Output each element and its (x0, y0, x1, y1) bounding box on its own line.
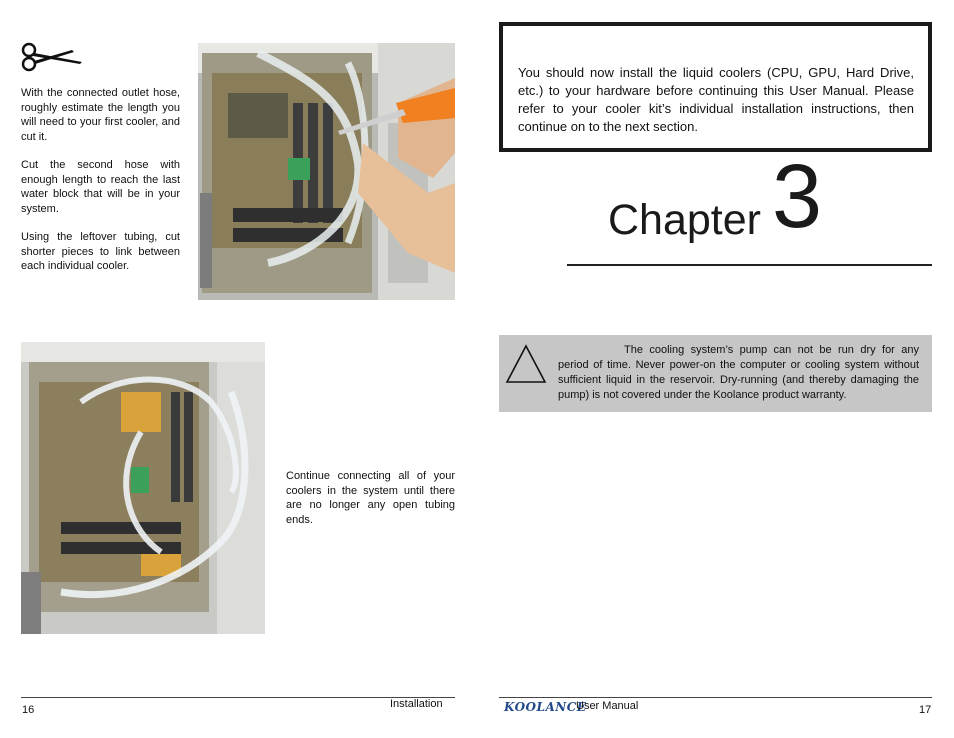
koolance-logo: KOOLANCE (504, 700, 587, 714)
section-title: Installation (390, 698, 443, 710)
cut-second-hose-instruction: Cut the second hose with enough length to reach the last water block that will be in your system. (21, 159, 180, 215)
continue-connecting-instruction: Continue connecting all of your coolers in the system until there are no longer any open tubing ends. (286, 470, 455, 526)
connected-coolers-photo (21, 342, 265, 634)
manual-title: User Manual (576, 700, 639, 712)
warning-triangle-icon (505, 344, 547, 384)
scissors-icon (20, 42, 84, 72)
right-footer-rule (499, 697, 932, 698)
leftover-tubing-instruction: Using the leftover tubing, cut shorter pieces to link between each individual cooler. (21, 231, 180, 272)
chapter-number: 3 (772, 147, 823, 247)
pump-warning-text: The cooling system’s pump can not be run dry for any period of time. Never power-on the computer or cooling system without sufficient liquid in the reservoir. Dry-running (and thereby damaging the pump) is not covered under the Koolance product warranty. (558, 344, 919, 401)
chapter-rule (567, 264, 932, 266)
right-page-number: 17 (919, 704, 932, 716)
install-coolers-notice (499, 22, 932, 152)
cutting-tubing-photo (198, 43, 455, 300)
left-page-number: 16 (22, 704, 35, 716)
cut-first-hose-instruction: With the connected outlet hose, roughly estimate the length you will need to your first cooler, and cut it. (21, 87, 180, 143)
notice-text: You should now install the liquid coolers (CPU, GPU, Hard Drive, etc.) to your hardware before continuing this User Manual. Please refer to your cooler kit’s individual installation instructions, then continue on to the next section. (518, 65, 914, 134)
chapter-label: Chapter (608, 196, 761, 244)
